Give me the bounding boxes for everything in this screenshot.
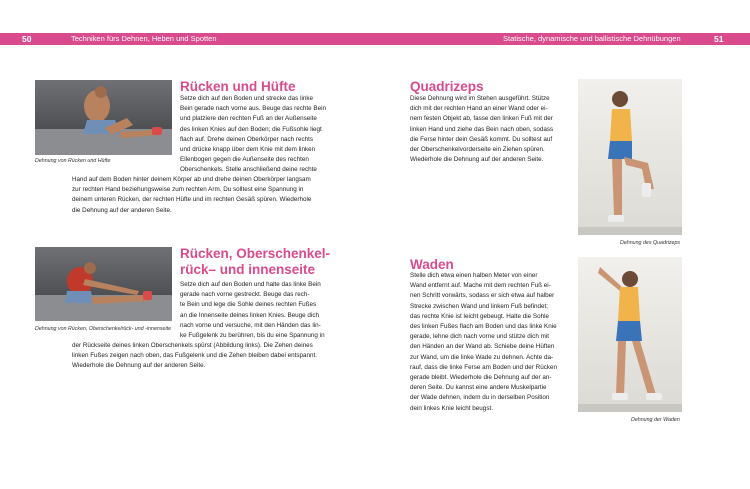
stretching-person-figure xyxy=(578,79,682,235)
text-line: die Dehnung auf der anderen Seite. xyxy=(72,206,172,214)
right-running-title: Statische, dynamische und ballistische Dehnübungen xyxy=(503,34,681,43)
heading-oberschenkel-line2: rück– und innenseite xyxy=(180,262,316,277)
text-line: Wand entfernt auf. Mache mit dem rechten Fuß ei- xyxy=(410,282,551,290)
text-line: der Wade dehnen, indem du in derselben Position xyxy=(410,394,550,402)
paragraph-quadrizeps xyxy=(410,94,570,165)
caption-ruecken-huefte: Dehnung von Rücken und Hüfte xyxy=(35,158,111,164)
text-line: te Bein und lege die Sohle deines rechten Fußes xyxy=(180,301,317,309)
text-line: Wiederhole die Dehnung auf der anderen Seite. xyxy=(410,156,544,164)
heading-oberschenkel-line1: Rücken, Oberschenkel- xyxy=(180,246,331,261)
text-line: dein linkes Knie leicht beugst. xyxy=(410,404,493,412)
text-line: deren Seite. Du kannst eine andere Muskelpartie xyxy=(410,384,547,392)
text-line: Strecke zwischen Wand und linkem Fuß befindet; xyxy=(410,302,549,310)
text-line: gerade, lehne dich nach vorne und stütze dich mit xyxy=(410,333,549,341)
text-line: an die Innenseite deines linken Knies. Beuge dich xyxy=(180,311,319,319)
stretching-person-figure xyxy=(578,257,682,412)
paragraph-ruecken-huefte-wrap xyxy=(180,94,324,176)
caption-oberschenkel: Dehnung von Rücken, Oberschenkelrück- und -innenseite xyxy=(35,326,172,332)
left-page-number: 50 xyxy=(22,34,32,44)
text-line: das rechte Knie ist leicht gebeugt. Halte die Sohle xyxy=(410,312,549,320)
paragraph-oberschenkel-wrap xyxy=(180,280,324,341)
left-running-title: Techniken fürs Dehnen, Heben und Spotten xyxy=(71,34,217,43)
photo-ruecken-huefte xyxy=(35,80,172,155)
stretching-person-figure xyxy=(35,247,172,321)
text-line: linken Fußes zeigen nach oben, das Fußgelenk und die Zehen bleiben dabei entspannt. xyxy=(72,352,318,360)
photo-waden xyxy=(578,257,682,412)
paragraph-oberschenkel-full xyxy=(72,341,324,372)
text-line: zur rechten Hand beziehungsweise zum rechten Arm. Du solltest eine Spannung in xyxy=(72,186,304,194)
text-line: rauf, dass die linke Ferse am Boden und der Rücken xyxy=(410,363,558,371)
text-line: Setze dich auf den Boden und halte das linke Bein xyxy=(180,281,321,288)
text-line: deinem unteren Rücken, der rechten Hüfte und im rechten Gesäß spüren. Wiederhole xyxy=(72,196,312,204)
text-line: Bein gerade nach vorne aus. Beuge das rechte Bein xyxy=(180,105,326,113)
text-line: des linken Knies auf den Boden; die Fußsohle liegt xyxy=(180,125,322,133)
text-line: Ellenbogen gegen die Außenseite des rechten xyxy=(180,156,309,164)
caption-waden: Dehnung der Waden xyxy=(631,417,680,423)
text-line: den Händen an der Wand ab. Schiebe deine Hüften xyxy=(410,343,555,351)
text-line: der Rückseite deines linken Oberschenkels spürst (Abbildung links). Die Zehen deines xyxy=(72,342,313,349)
text-line: Oberschenkels. Stelle anschließend deine rechte xyxy=(180,166,317,174)
text-line: des linken Fußes flach am Boden und das linke Knie xyxy=(410,323,557,331)
text-line: nen Schritt vorwärts, sodass er sich etwa auf halber xyxy=(410,292,555,300)
text-line: ke Fußgelenk zu berühren, bis du eine Spannung in xyxy=(180,332,325,340)
text-line: Setze dich auf den Boden und strecke das linke xyxy=(180,95,314,102)
paragraph-waden xyxy=(410,271,570,414)
text-line: und platziere den rechten Fuß an der Außenseite xyxy=(180,115,317,123)
heading-ruecken-huefte: Rücken und Hüfte xyxy=(180,79,296,94)
text-line: Diese Dehnung wird im Stehen ausgeführt. Stütze xyxy=(410,95,550,102)
right-page-number: 51 xyxy=(714,34,724,44)
text-line: gerade bleibt. Wiederhole die Dehnung auf der an- xyxy=(410,374,552,382)
caption-quadrizeps: Dehnung des Quadrizeps xyxy=(620,240,681,246)
text-line: Hand auf dem Boden hinter deinem Körper ab und drehe deinen Oberkörper langsam xyxy=(72,176,311,183)
stretching-person-figure xyxy=(35,80,172,155)
text-line: zur Wand, um die linke Wade zu dehnen. Achte da- xyxy=(410,353,554,361)
photo-oberschenkel xyxy=(35,247,172,321)
heading-waden: Waden xyxy=(410,257,454,272)
text-line: dich mit der rechten Hand an einer Wand oder ei- xyxy=(410,105,548,113)
text-line: der Oberschenkelvorderseite ein Ziehen spüren. xyxy=(410,146,545,154)
heading-quadrizeps: Quadrizeps xyxy=(410,79,484,94)
text-line: nem festen Objekt ab, fasse den linken Fuß mit der xyxy=(410,115,553,123)
text-line: Stelle dich etwa einen halben Meter von einer xyxy=(410,272,538,279)
text-line: flach auf. Drehe deinen Oberkörper nach rechts xyxy=(180,135,314,143)
text-line: nach vorne und versuche, mit den Händen das lin- xyxy=(180,321,321,329)
text-line: linken Hand und ziehe das Bein nach oben, sodass xyxy=(410,125,554,133)
text-line: gerade nach vorne gestreckt. Beuge das rech- xyxy=(180,291,310,299)
text-line: und drücke knapp über dem Knie mit dem linken xyxy=(180,146,316,154)
text-line: Wiederhole die Dehnung auf der anderen Seite. xyxy=(72,362,206,370)
text-line: die Ferse hinter dein Gesäß kommt. Du solltest auf xyxy=(410,135,553,143)
photo-quadrizeps xyxy=(578,79,682,235)
paragraph-ruecken-huefte-full xyxy=(72,175,324,216)
